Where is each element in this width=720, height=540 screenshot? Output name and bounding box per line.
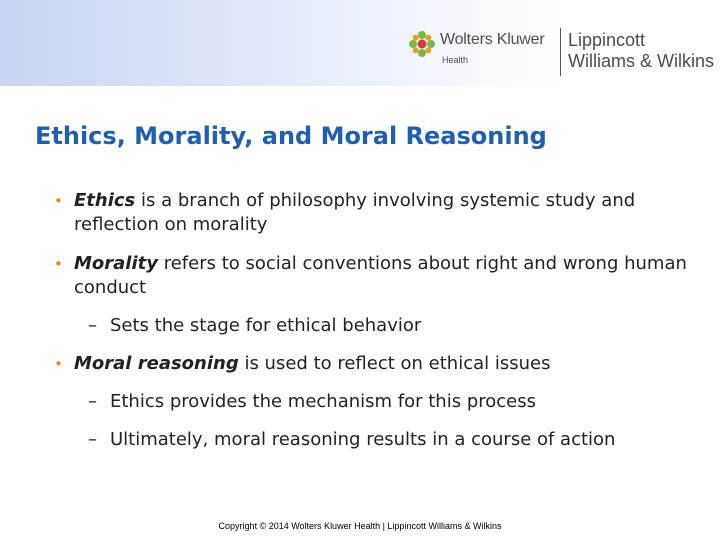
sub-bullet-text: Sets the stage for ethical behavior xyxy=(110,315,422,336)
sub-bullet-dash-icon: – xyxy=(88,315,97,336)
bullet-dot-icon: • xyxy=(54,255,63,273)
bullet-text: refers to social conventions about right and wrong human conduct xyxy=(74,253,687,298)
logo-company-name: Wolters Kluwer xyxy=(440,31,545,48)
bullet-term: Ethics xyxy=(74,190,136,211)
bullet-ethics xyxy=(54,189,694,237)
bullet-term: Moral reasoning xyxy=(74,353,239,374)
bullet-dot-icon: • xyxy=(54,355,63,373)
logo-divider xyxy=(560,28,561,76)
logo-publisher-name xyxy=(568,30,714,72)
bullet-text: is used to reflect on ethical issues xyxy=(238,353,551,374)
logo-division-name: Health xyxy=(442,55,469,65)
bullet-morality xyxy=(54,252,694,300)
sub-bullet-dash-icon: – xyxy=(88,391,97,412)
sub-bullet-text: Ultimately, moral reasoning results in a course of action xyxy=(110,429,616,450)
wolters-kluwer-logo-icon xyxy=(408,30,436,58)
logo-publisher-line1: Lippincott xyxy=(568,30,646,50)
bullet-term: Morality xyxy=(74,253,158,274)
sub-bullet xyxy=(54,390,694,414)
sub-bullet xyxy=(54,428,670,452)
bullet-moral-reasoning xyxy=(54,352,694,376)
bullet-dot-icon: • xyxy=(54,192,63,210)
bullet-text: is a branch of philosophy involving systemic study and reflection on morality xyxy=(74,190,636,235)
bullet-list xyxy=(54,189,694,452)
copyright-footer: Copyright © 2014 Wolters Kluwer Health | Lippincott Williams & Wilkins xyxy=(218,521,502,531)
sub-bullet-dash-icon: – xyxy=(88,429,97,450)
sub-bullet-text: Ethics provides the mechanism for this process xyxy=(110,391,536,412)
sub-bullet xyxy=(54,314,694,338)
logo-publisher-line2: Williams & Wilkins xyxy=(568,51,714,71)
slide-title: Ethics, Morality, and Moral Reasoning xyxy=(35,122,547,150)
